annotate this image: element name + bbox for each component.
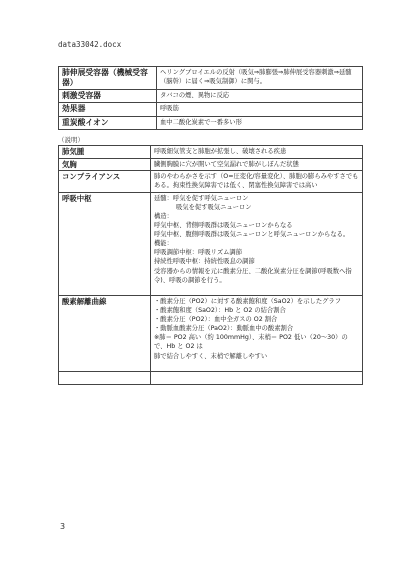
table-row-empty	[59, 371, 363, 384]
row-key: 気胸	[59, 158, 151, 171]
row-key: 効果器	[59, 103, 157, 116]
row-key: 呼吸中枢	[59, 192, 151, 295]
row-line: 吸気を促す吸気ニューロン	[176, 203, 252, 211]
receptor-table	[58, 66, 363, 130]
table-row	[59, 90, 363, 103]
row-line: ・酸素分圧（PO2）：血中全ガスの O2 割合	[154, 316, 278, 323]
row-value	[151, 295, 363, 371]
row-line: 肺で結合しやすく、末梢で解離しやすい	[154, 352, 268, 360]
row-value	[151, 192, 363, 295]
table-row	[59, 295, 363, 371]
row-line: ※肺＝ PO2 高い（約 100mmHg）、末梢＝ PO2 低い（20～30）ので、Hb と O2 は	[154, 334, 348, 351]
row-line: 肺のやわらかさを示す（O=圧変化/容量変化）、肺胞の膨らみやすさでもある。拘束性換気障害では低く、閉塞性換気障害では高い	[154, 173, 359, 190]
row-value: 呼吸筋	[157, 103, 363, 116]
row-key-empty	[59, 371, 151, 384]
row-value	[151, 171, 363, 192]
row-line: 構造：	[154, 212, 173, 220]
row-value: 血中二酸化炭素で一番多い形	[157, 116, 363, 129]
row-line: 持続性呼吸中枢：持続性吸息の調節	[154, 258, 255, 266]
row-value: ヘリングブロイエルの反射（吸気⇒肺膨張⇒肺伸展受容器刺激⇒延髄（脳幹）に届く⇒吸気制御）に関与。	[157, 67, 363, 90]
explanation-label: （説明）	[58, 136, 84, 144]
page-number: 3	[60, 522, 66, 531]
row-line-spacer	[154, 361, 359, 370]
table-row	[59, 67, 363, 90]
row-key: 肺伸展受容器（機械受容器）	[59, 67, 157, 90]
row-line: 呼吸細気管支と肺胞が拡張し、破壊される疾患	[154, 148, 287, 155]
row-line: 呼気中枢、背側呼吸群は吸気ニューロンからなる	[154, 221, 293, 229]
row-value-empty	[151, 371, 363, 384]
row-line: 臓側胸膜に穴が開いて空気漏れで肺がしぼんだ状態	[154, 160, 299, 168]
explanation-table	[58, 145, 363, 385]
row-line: ・酸素飽和度（SaO2）：Hb と O2 の結合割合	[154, 306, 286, 314]
row-key: 重炭酸イオン	[59, 116, 157, 129]
table-row	[59, 116, 363, 129]
table-row	[59, 171, 363, 192]
row-line: ・酸素分圧（PO2）に対する酸素飽和度（SaO2）を示したグラフ	[154, 297, 341, 305]
table-row	[59, 158, 363, 171]
row-key: 肺気腫	[59, 146, 151, 159]
row-line: 延髄：呼気を促す呼気ニューロン	[154, 194, 249, 202]
row-key: 酸素解離曲線	[59, 295, 151, 371]
table-row	[59, 103, 363, 116]
row-key: 刺激受容器	[59, 90, 157, 103]
row-value: タバコの煙、異物に反応	[157, 90, 363, 103]
row-key: コンプライアンス	[59, 171, 151, 192]
table-row	[59, 146, 363, 159]
row-line-spacer	[154, 285, 359, 294]
row-line: 受容器からの情報を元に酸素分圧、二酸化炭素分圧を調節(呼吸数へ指令)、呼吸の調節を行う。	[154, 267, 352, 284]
row-value	[151, 158, 363, 171]
row-value	[151, 146, 363, 159]
table-row	[59, 192, 363, 295]
document-filename: data33042.docx	[58, 40, 122, 49]
row-line: 呼気中枢、腹側呼吸群は吸気ニューロンと呼気ニューロンからなる。	[154, 231, 350, 238]
row-line: ・動脈血酸素分圧（PaO2）：動脈血中の酸素割合	[154, 325, 294, 333]
row-line: 機能：	[154, 240, 173, 248]
row-line: 呼吸調節中枢：呼吸リズム調節	[154, 249, 243, 257]
